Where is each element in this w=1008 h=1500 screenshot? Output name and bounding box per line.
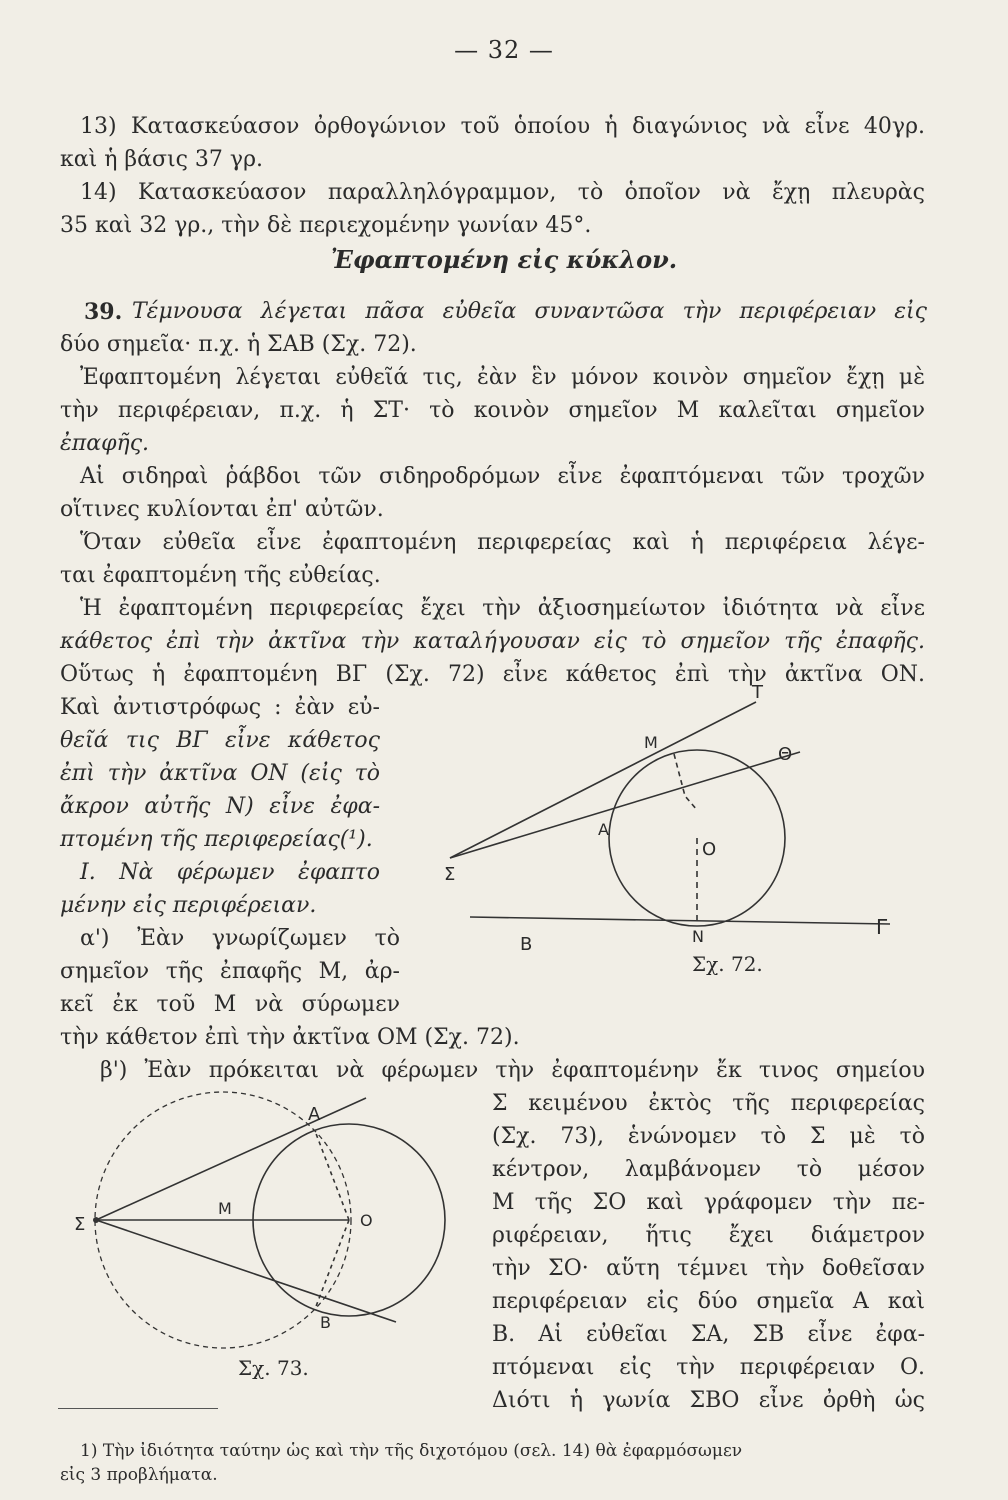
- body-line: ἐπαφῆς.: [60, 431, 150, 456]
- fig73-label-M: M: [218, 1199, 232, 1218]
- fig72-label-M: M: [644, 733, 658, 752]
- right-col-line: Β. Αἱ εὐθεῖαι ΣΑ, ΣΒ εἶνε ἐφα-: [492, 1322, 925, 1347]
- right-col-line: περιφέρειαν εἰς δύο σημεῖα Α καὶ: [492, 1289, 925, 1314]
- right-col-line: τὴν ΣΟ· αὕτη τέμνει τὴν δοθεῖσαν: [492, 1256, 925, 1281]
- fig73-label-A: A: [308, 1104, 321, 1125]
- left-col-line: ἄκρον αὐτῆς Ν) εἶνε ἐφα-: [60, 794, 380, 819]
- body-line: Οὕτως ἡ ἐφαπτομένη ΒΓ (Σχ. 72) εἶνε κάθετος ἐπὶ τὴν ἀκτῖνα ΟΝ.: [60, 662, 925, 687]
- body-line: Αἱ σιδηραὶ ῥάβδοι τῶν σιδηροδρόμων εἶνε ἐφαπτόμεναι τῶν τροχῶν: [80, 464, 925, 489]
- right-col-line: (Σχ. 73), ἑνώνομεν τὸ Σ μὲ τὸ: [492, 1124, 925, 1149]
- section-number: [84, 297, 122, 327]
- left-col-line: α') Ἐὰν γνωρίζωμεν τὸ: [80, 926, 400, 951]
- fig72-label-S: Σ: [444, 864, 456, 885]
- left-col-line: ἐπὶ τὴν ἀκτῖνα ΟΝ (εἰς τὸ: [60, 761, 380, 786]
- fig72-label-G: Γ: [876, 915, 888, 939]
- fig73-radius-OB: [315, 1220, 349, 1309]
- body-line: Ἐφαπτομένη λέγεται εὐθεῖά τις, ἐὰν ἓν μόνον κοινὸν σημεῖον ἔχῃ μὲ: [80, 365, 925, 390]
- body-line: δύο σημεῖα· π.χ. ἡ ΣΑΒ (Σχ. 72).: [60, 332, 417, 357]
- fig72-label-N: N: [692, 927, 704, 946]
- footnote-line-2: εἰς 3 προβλήματα.: [60, 1465, 218, 1485]
- left-col-line: Ι. Νὰ φέρωμεν ἐφαπτο: [80, 860, 380, 885]
- body-line: β') Ἐὰν πρόκειται νὰ φέρωμεν τὴν ἐφαπτομένην ἔκ τινος σημείου: [100, 1058, 925, 1083]
- exercise-14-line-1: 14) Κατασκεύασον παραλληλόγραμμον, τὸ ὁποῖον νὰ ἔχῃ πλευρὰς: [80, 180, 925, 205]
- fig72-label-O: O: [702, 839, 717, 860]
- figure-72-caption: Σχ. 72.: [692, 952, 763, 976]
- right-col-line: κέντρον, λαμβάνομεν τὸ μέσον: [492, 1157, 925, 1182]
- exercise-14-line-2: 35 καὶ 32 γρ., τὴν δὲ περιεχομένην γωνίαν 45°.: [60, 213, 592, 238]
- left-col-line: Καὶ ἀντιστρόφως : ἐὰν εὐ-: [60, 695, 380, 720]
- footnote-line-1: 1) Τὴν ἰδιότητα ταύτην ὡς καὶ τὴν τῆς διχοτόμου (σελ. 14) θὰ ἐφαρμόσωμεν: [80, 1441, 743, 1461]
- right-col-line: Σ κειμένου ἐκτὸς τῆς περιφερείας: [492, 1091, 925, 1116]
- exercise-13-line-1: 13) Κατασκεύασον ὀρθογώνιον τοῦ ὁποίου ἡ διαγώνιος νὰ εἶνε 40γρ.: [80, 114, 925, 139]
- page-number: — 32 —: [454, 36, 554, 64]
- left-col-line: τὴν κάθετον ἐπὶ τὴν ἀκτῖνα ΟΜ (Σχ. 72).: [60, 1025, 520, 1050]
- left-col-line: πτομένη τῆς περιφερείας(¹).: [60, 827, 373, 852]
- figure-73-caption: Σχ. 73.: [238, 1356, 309, 1380]
- fig73-label-S: Σ: [74, 1214, 86, 1235]
- left-col-line: θεῖά τις ΒΓ εἶνε κάθετος: [60, 728, 380, 753]
- fig73-label-B: B: [320, 1313, 331, 1332]
- footnote-rule: [58, 1408, 218, 1409]
- section-number-text: 39.: [84, 299, 123, 325]
- body-line: κάθετος ἐπὶ τὴν ἀκτῖνα τὴν καταλήγουσαν εἰς τὸ σημεῖον τῆς ἐπαφῆς.: [60, 629, 925, 654]
- left-col-line: κεῖ ἐκ τοῦ Μ νὰ σύρωμεν: [60, 992, 400, 1017]
- fig72-radius-OM: [674, 754, 697, 810]
- body-line: τὴν περιφέρειαν, π.χ. ἡ ΣΤ· τὸ κοινὸν σημεῖον Μ καλεῖται σημεῖον: [60, 398, 925, 423]
- fig73-radius-OA: [315, 1131, 349, 1220]
- body-line: Τέμνουσα λέγεται πᾶσα εὐθεῖα συναντῶσα τὴν περιφέρειαν εἰς: [132, 299, 927, 324]
- fig72-label-theta: Θ: [778, 744, 793, 765]
- fig72-tangent-BG: [470, 917, 890, 924]
- exercise-13-line-2: καὶ ἡ βάσις 37 γρ.: [60, 147, 263, 172]
- section-heading: Ἐφαπτομένη εἰς κύκλον.: [330, 245, 678, 274]
- figure-72: [430, 680, 910, 970]
- fig73-tangent-SB: [96, 1220, 396, 1322]
- fig72-label-T: T: [752, 682, 763, 703]
- body-line: Ὅταν εὐθεῖα εἶνε ἐφαπτομένη περιφερείας καὶ ἡ περιφέρεια λέγε-: [80, 530, 925, 555]
- left-col-line: σημεῖον τῆς ἐπαφῆς Μ, ἀρ-: [60, 959, 400, 984]
- body-line: ται ἐφαπτομένη τῆς εὐθείας.: [60, 563, 381, 588]
- right-col-line: Μ τῆς ΣΟ καὶ γράφομεν τὴν πε-: [492, 1190, 925, 1215]
- figure-73: [70, 1090, 470, 1350]
- fig72-label-A: A: [598, 820, 609, 839]
- right-col-line: ριφέρειαν, ἥτις ἔχει διάμετρον: [492, 1223, 925, 1248]
- body-line: Ἡ ἐφαπτομένη περιφερείας ἔχει τὴν ἀξιοσημείωτον ἰδιότητα νὰ εἶνε: [80, 596, 925, 621]
- left-col-line: μένην εἰς περιφέρειαν.: [60, 893, 317, 918]
- right-col-line: πτόμεναι εἰς τὴν περιφέρειαν Ο.: [492, 1355, 925, 1380]
- right-col-line: Διότι ἡ γωνία ΣΒΟ εἶνε ὀρθὴ ὡς: [492, 1388, 925, 1413]
- body-line: οἵτινες κυλίονται ἐπ' αὐτῶν.: [60, 497, 384, 522]
- fig73-point-S: [93, 1217, 99, 1223]
- fig72-label-B: B: [520, 934, 533, 955]
- fig73-label-O: O: [360, 1211, 373, 1230]
